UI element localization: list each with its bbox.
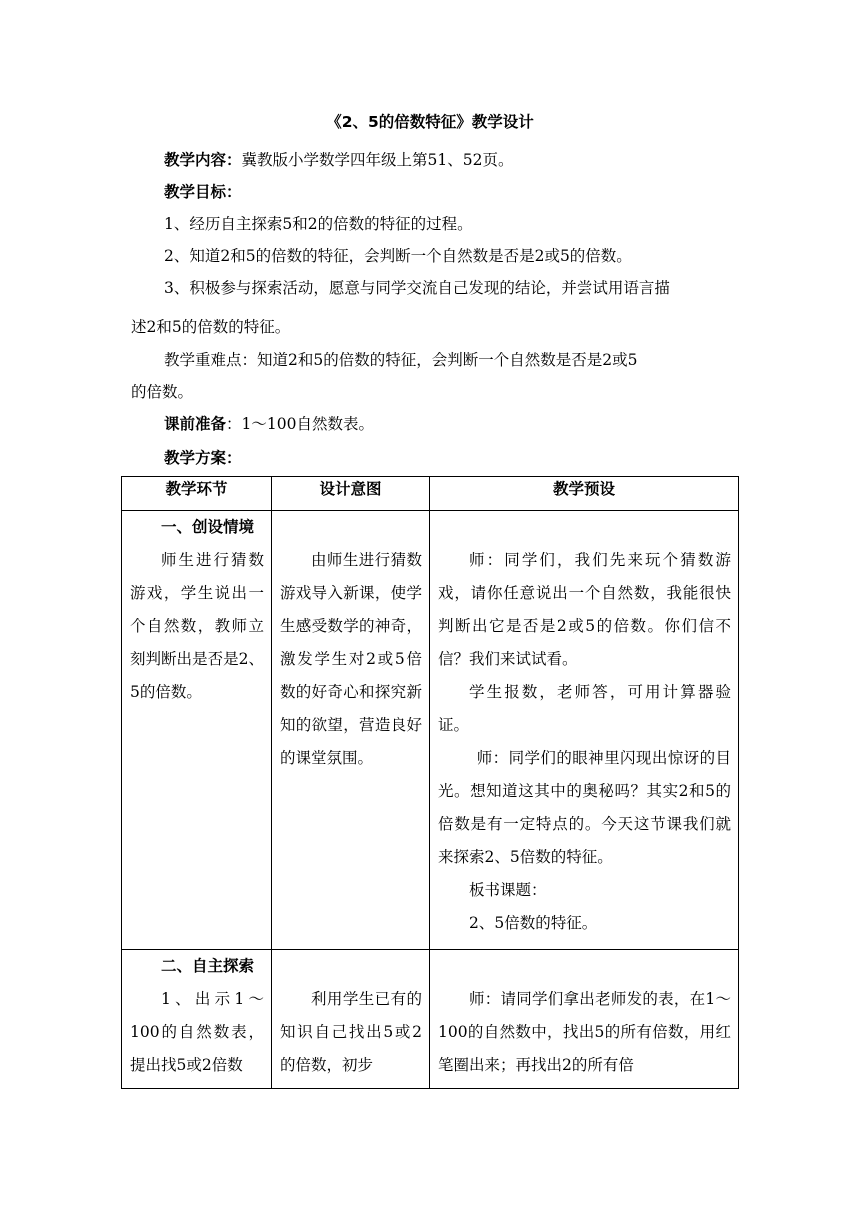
goal-3-line-1: 3、积极参与探索活动，愿意与同学交流自己发现的结论，并尝试用语言描 bbox=[164, 279, 670, 297]
preset-paragraph: 师：请同学们拿出老师发的表，在1～100的自然数中，找出5的所有倍数，用红笔圈出来；再找出2的所有倍 bbox=[438, 990, 731, 1074]
table-row bbox=[122, 511, 739, 950]
preset-paragraph: 学生报数，老师答，可用计算器验证。 bbox=[438, 683, 731, 734]
preset-paragraph: 师：同学们，我们先来玩个猜数游戏，请你任意说出一个自然数，我能很快判断出它是否是2或5的倍数。你们信不信？我们来试试看。 bbox=[438, 551, 731, 668]
header-teaching-preset: 教学预设 bbox=[430, 477, 739, 511]
step-text: 师生进行猜数游戏，学生说出一个自然数，教师立刻判断出是否是2、5的倍数。 bbox=[130, 551, 264, 701]
section-title: 二、自主探索 bbox=[161, 957, 255, 975]
header-teaching-step: 教学环节 bbox=[122, 477, 272, 511]
section-title: 一、创设情境 bbox=[161, 518, 255, 536]
intent-cell bbox=[272, 511, 430, 950]
teaching-plan-label: 教学方案： bbox=[164, 449, 242, 467]
step-cell bbox=[122, 950, 272, 1089]
preset-cell bbox=[430, 511, 739, 950]
goal-2: 2、知道2和5的倍数的特征，会判断一个自然数是否是2或5的倍数。 bbox=[164, 247, 632, 265]
intent-cell bbox=[272, 950, 430, 1089]
intent-text: 利用学生已有的知识自己找出5或2的倍数，初步 bbox=[280, 990, 422, 1074]
preparation-line bbox=[164, 414, 374, 434]
preset-paragraph: 板书课题： bbox=[469, 881, 547, 899]
teaching-content-line bbox=[164, 150, 513, 170]
teaching-content-text: 冀教版小学数学四年级上第51、52页。 bbox=[241, 151, 514, 169]
table-header-row bbox=[122, 477, 739, 511]
document-title: 《2、5的倍数特征》教学设计 bbox=[326, 113, 534, 131]
preparation-label: 课前准备 bbox=[164, 415, 227, 433]
goal-1: 1、经历自主探索5和2的倍数的特征的过程。 bbox=[164, 215, 473, 233]
step-text: 1、出示1～100的自然数表，提出找5或2倍数 bbox=[130, 990, 264, 1074]
key-points-line-1: 教学重难点：知道2和5的倍数的特征，会判断一个自然数是否是2或5 bbox=[164, 351, 638, 369]
table-row bbox=[122, 950, 739, 1089]
step-cell bbox=[122, 511, 272, 950]
preset-paragraph: 师：同学们的眼神里闪现出惊讶的目光。想知道这其中的奥秘吗？其实2和5的倍数是有一定特点的。今天这节课我们就来探索2、5倍数的特征。 bbox=[438, 749, 731, 866]
lesson-plan-table bbox=[121, 476, 739, 1089]
intent-text: 由师生进行猜数游戏导入新课，使学生感受数学的神奇，激发学生对2或5倍数的好奇心和探究新知的欲望，营造良好的课堂氛围。 bbox=[280, 551, 422, 767]
teaching-goals-label: 教学目标： bbox=[164, 183, 242, 201]
goal-3-line-2: 述2和5的倍数的特征。 bbox=[131, 318, 291, 336]
preset-cell bbox=[430, 950, 739, 1089]
preparation-text: ：1～100自然数表。 bbox=[226, 415, 374, 433]
teaching-content-label: 教学内容： bbox=[164, 151, 242, 169]
header-design-intent: 设计意图 bbox=[272, 477, 430, 511]
key-points-line-2: 的倍数。 bbox=[131, 383, 194, 401]
preset-paragraph: 2、5倍数的特征。 bbox=[469, 914, 598, 932]
